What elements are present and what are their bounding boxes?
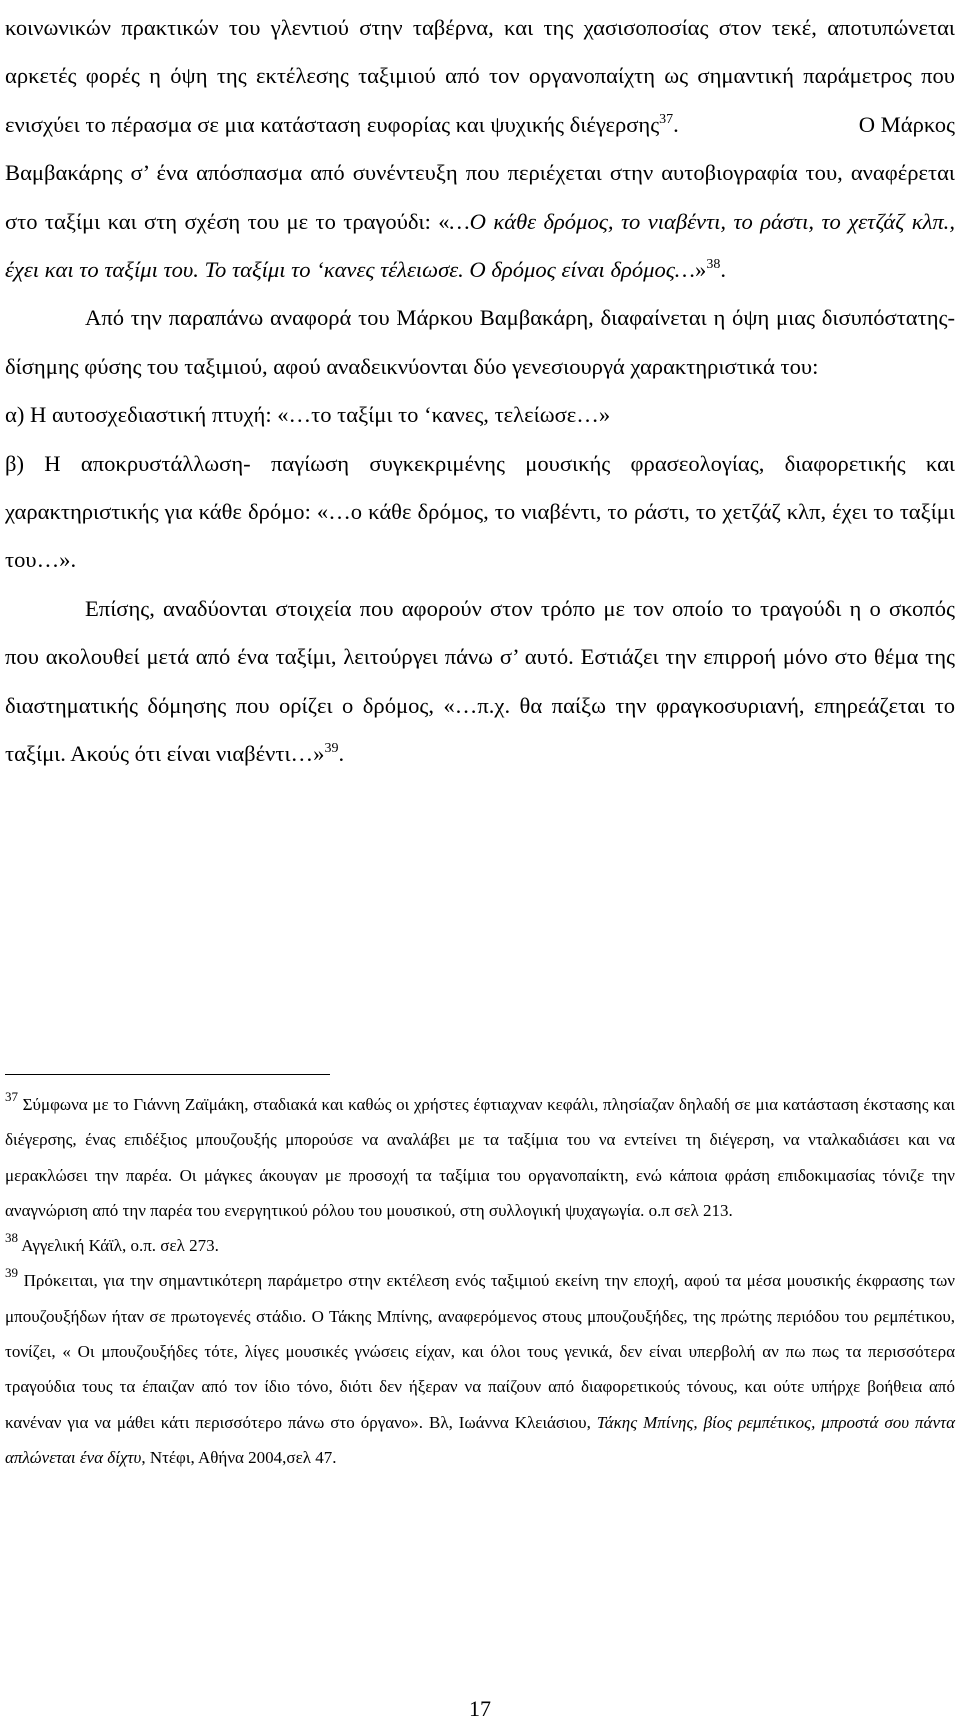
footnote-39 — [5, 1263, 955, 1475]
paragraph-2: Από την παραπάνω αναφορά του Μάρκου Βαμβακάρη, διαφαίνεται η όψη μιας δισυπόστατης-δίσημης φύσης του ταξιμιού, αφού αναδεικνύονται δύο γενεσιουργά χαρακτηριστικά του: — [5, 305, 955, 379]
footnote-38 — [5, 1228, 955, 1263]
footnote-39-text: Πρόκειται, για την σημαντικότερη παράμετρο στην εκτέλεση ενός ταξιμιού εκείνη την εποχή, αφού τα μέσα μουσικής έκφρασης των μπουζουξήδων ήταν σε πρωτογενές στάδιο. Ο Τάκης Μπίνης, αναφερόμενος στους μπουζουξήδες, της πρώτης περιόδου του ρεμπέτικου, τονίζει, « Οι μπουζουξήδες τότε, λίγες μουσικές γνώσεις είχαν, και όλοι τους γενικά, δεν είναι υπερβολή αν πω πως τα περισσότερα τραγούδια τους τα έπαιζαν από τον ίδιο τόνο, διότι δεν ήξεραν να παίζουν από διαφορετικούς τόνους, και ούτε υπήρχε βοήθεια από κανέναν για να μάθει κάτι περισσότερο πάνω στο όργανο». Βλ, Ιωάννα Κλειάσιου, — [5, 1271, 955, 1432]
paragraph-1-end: . — [720, 257, 726, 283]
footnote-37 — [5, 1087, 955, 1228]
footnote-separator — [5, 1074, 330, 1075]
main-text — [5, 4, 955, 779]
footnote-37-text: Σύμφωνα με το Γιάννη Ζαϊμάκη, σταδιακά και καθώς οι χρήστες έφτιαχναν κεφάλι, πλησίαζαν δηλαδή σε μια κατάσταση έκστασης και διέγερσης, ένας επιδέξιος μπουζουξής μπορούσε να αναλάβει με τα ταξίμια του να εντείνει τη διέγερση, να νταλκαδιάσει και να μερακλώσει την παρέα. Οι μάγκες άκουγαν με προσοχή τα ταξίμια του οργανοπαίκτη, ενώ κάποια φράση επιδοκιμασίας τόνιζε την αναγνώριση από την παρέα του ενεργητικού ρόλου του μουσικού, στη συλλογική ψυχαγωγία. ο.π σελ 213. — [5, 1095, 955, 1220]
footnote-39-book-title: Τάκης Μπίνης, βίος ρεμπέτικος, μπροστά σου πάντα απλώνεται ένα δίχτυ — [5, 1412, 955, 1467]
footnote-38-text: Αγγελική Κάϊλ, ο.π. σελ 273. — [18, 1236, 219, 1256]
page-number: 17 — [469, 1696, 491, 1721]
footnote-ref-39[interactable]: 39 — [324, 741, 339, 756]
paragraph-1-text-b: Βαμβακάρης σ’ ένα απόσπασμα από συνέντευξη που περιέχεται στην αυτοβιογραφία του, αναφέρεται στο ταξίμι και στη σχέση του με το τραγούδι: « — [5, 160, 955, 234]
paragraph-3-text: Επίσης, αναδύονται στοιχεία που αφορούν στον τρόπο με τον οποίο το τραγούδι η ο σκοπός που ακολουθεί μετά από ένα ταξίμι, λειτούργει πάνω σ’ αυτό. Εστιάζει την επιρροή μόνο στο θέμα της διαστηματικής δόμησης που ορίζει ο δρόμος, «…π.χ. θα παίξω την φραγκοσυριανή, επηρεάζεται το ταξίμι. Ακούς ότι είναι νιαβέντι…» — [5, 595, 955, 767]
paragraph-1-text: κοινωνικών πρακτικών του γλεντιού στην ταβέρνα, και της χασισοποσίας στον τεκέ, αποτυπώνεται αρκετές φορές η όψη της εκτέλεσης ταξιμιού από τον οργανοπαίχτη ως σημαντική παράμετρος που ενισχύει το πέρασμα σε μια κατάσταση ευφορίας και ψυχικής διέγερσης — [5, 15, 955, 137]
list-item-a: α) Η αυτοσχεδιαστική πτυχή: «…το ταξίμι το ‘κανες, τελείωσε…» — [5, 402, 611, 428]
footnotes — [5, 1087, 955, 1475]
footnote-37-number: 37 — [5, 1088, 18, 1104]
paragraph-1 — [5, 4, 955, 294]
footnote-ref-38[interactable]: 38 — [706, 256, 721, 272]
paragraph-1-right-text: Ο Μάρκος — [858, 111, 955, 137]
footnote-39-text-end: , Ντέφι, Αθήνα 2004,σελ 47. — [141, 1447, 337, 1467]
paragraph-1-period: . — [673, 111, 679, 137]
list-item-b: β) Η αποκρυστάλλωση- παγίωση συγκεκριμένης μουσικής φρασεολογίας, διαφορετικής και χαρακτηριστικής για κάθε δρόμο: «…ο κάθε δρόμος, το νιαβέντι, το ράστι, το χετζάζ κλπ, έχει το ταξίμι του…». — [5, 450, 955, 573]
document-page — [5, 0, 955, 1731]
footnote-39-number: 39 — [5, 1265, 18, 1281]
quote-close: » — [695, 257, 707, 283]
italic-quote: …Ο κάθε δρόμος, το νιαβέντι, το ράστι, το χετζάζ κλπ., έχει και το ταξίμι του. Το ταξίμι το ‘κανες τέλειωσε. Ο δρόμος είναι δρόμος… — [5, 208, 955, 283]
paragraph-3-end: . — [338, 741, 345, 767]
paragraph-3 — [5, 585, 955, 779]
footnote-38-number: 38 — [5, 1230, 18, 1246]
footnote-ref-37[interactable]: 37 — [659, 111, 674, 127]
